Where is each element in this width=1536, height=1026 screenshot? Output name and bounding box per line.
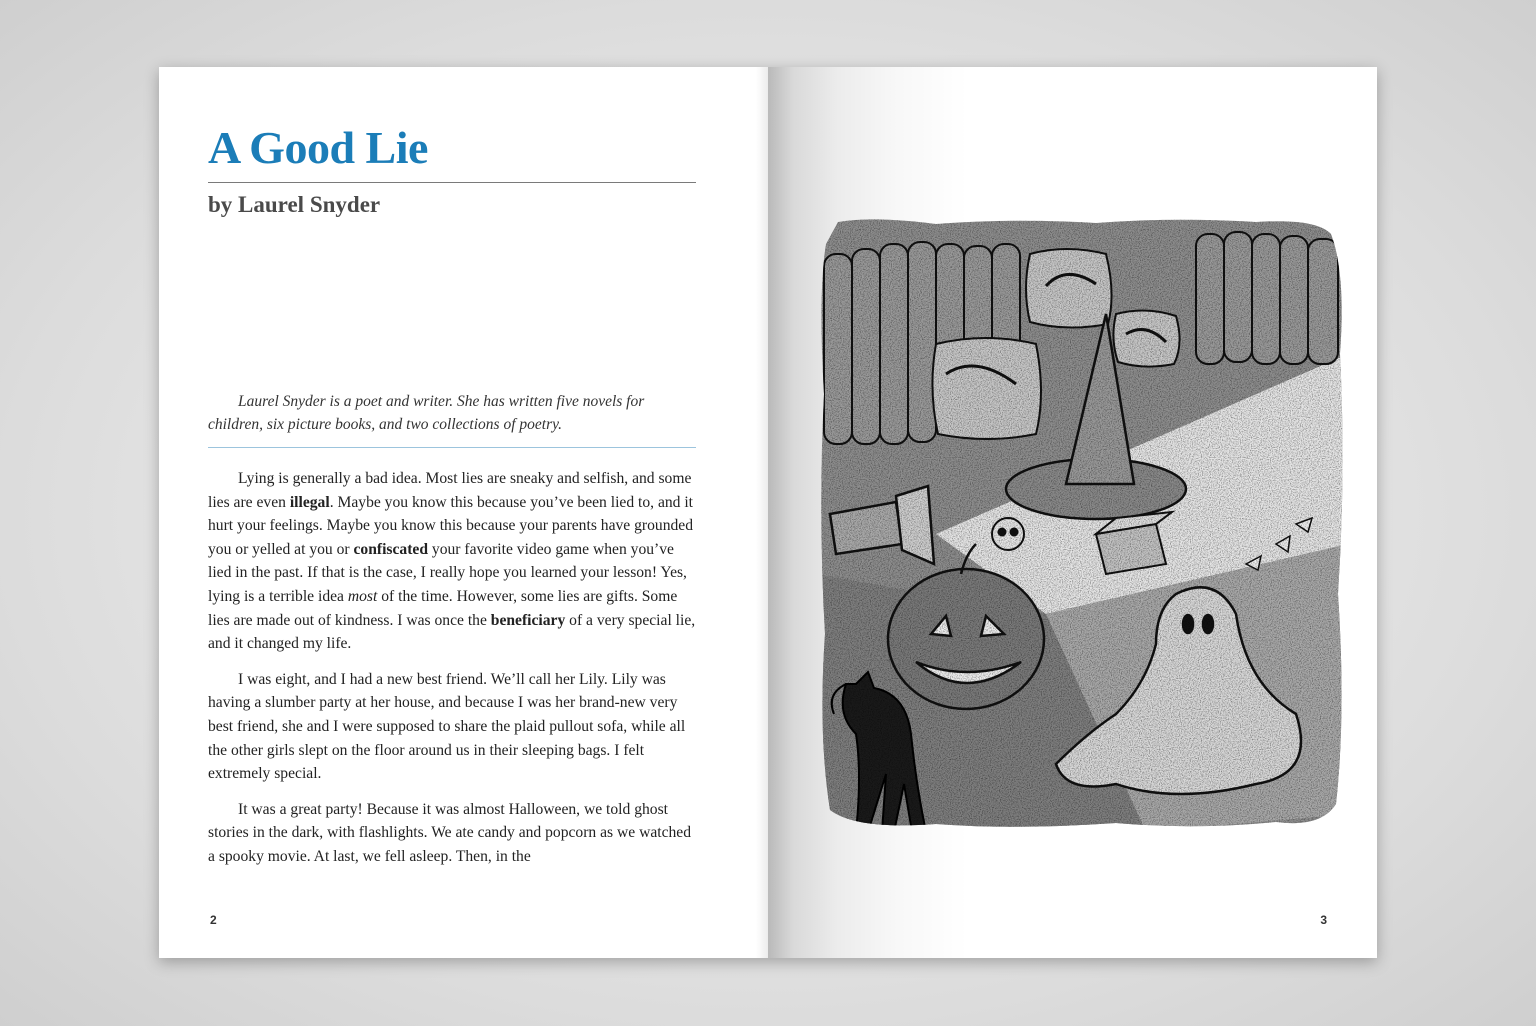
story-paragraph: [208, 668, 696, 786]
book-spread: [159, 67, 1377, 958]
author-byline: by Laurel Snyder: [208, 192, 381, 217]
vocabulary-word: illegal: [289, 493, 330, 511]
paragraph-text: of the time. However, some lies are gifts. Some lies are made out of kindness. I was once the: [208, 587, 678, 629]
bio-divider: [208, 447, 696, 448]
title-divider: [208, 182, 696, 183]
paragraph-text: most: [347, 587, 378, 605]
story-title: A Good Lie: [208, 122, 428, 173]
paragraph-text: of a very special lie, and it changed my life.: [208, 611, 696, 653]
page-number-right: 3: [1320, 913, 1327, 927]
author-bio: Laurel Snyder is a poet and writer. She has written five novels for children, six picture books, and two collections of poetry.: [208, 393, 645, 433]
paragraph-text: your favorite video game when you’ve lied in the past. If that is the case, I really hope you learned your lesson! Yes, lying is a terrible idea: [208, 540, 687, 605]
paragraph-text: . Maybe you know this because you’ve been lied to, and it hurt your feelings. Maybe you know this because your parents have grounded you or yelled at you or: [208, 493, 694, 558]
right-page: [768, 67, 1377, 958]
vocabulary-word: confiscated: [353, 540, 429, 558]
page-number-left: 2: [210, 913, 217, 927]
story-body: [208, 467, 696, 881]
vocabulary-word: beneficiary: [490, 611, 566, 629]
paragraph-text: I was eight, and I had a new best friend. We’ll call her Lily. Lily was having a slumber party at her house, and because I was her brand-new very best friend, she and I were supposed to share the plaid pullout sofa, while all the other girls slept on the floor around us in their sleeping bags. I felt extremely special.: [208, 670, 686, 783]
halloween-slumber-party-illustration: [816, 214, 1348, 832]
paragraph-text: It was a great party! Because it was almost Halloween, we told ghost stories in the dark, with flashlights. We ate candy and popcorn as we watched a spooky movie. At last, we fell asleep. Then, in the: [208, 800, 692, 865]
story-paragraph: [208, 798, 696, 869]
story-paragraph: [208, 467, 696, 656]
illustration-svg: [816, 214, 1348, 832]
paragraph-text: Lying is generally a bad idea. Most lies are sneaky and selfish, and some lies are even: [208, 470, 692, 511]
gutter-shadow: [756, 67, 768, 958]
left-page: [159, 67, 768, 958]
